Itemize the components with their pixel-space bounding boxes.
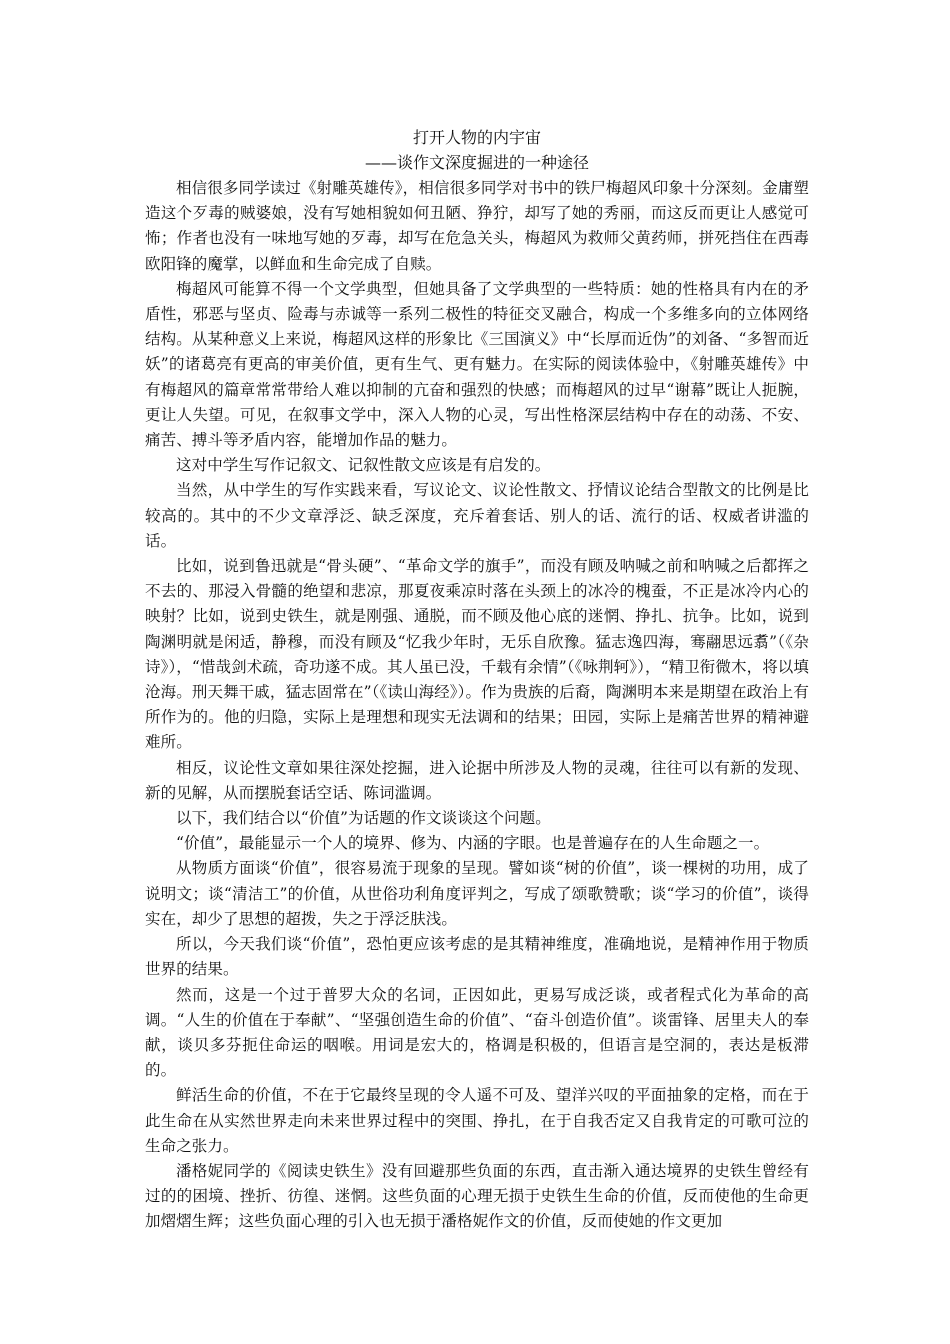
- document-subtitle: ——谈作文深度掘进的一种途径: [364, 153, 589, 172]
- document-page: [145, 126, 809, 1235]
- paragraph: 以下，我们结合以“价值”为话题的作文谈谈这个问题。: [176, 809, 551, 828]
- paragraph: 比如，说到鲁迅就是“骨头硬”、“革命文学的旗手”，而没有顾及呐喊之前和呐喊之后都挥之不去的、那浸入骨髓的绝望和悲凉，那夏夜乘凉时落在头颈上的冰冷的槐蚕，不正是冰冷内心的映射？比如，说到史铁生，就是刚强、通脱，而不顾及他心底的迷惘、挣扎、抗争。比如，说到陶渊明就是闲适，静穆，而没有顾及“忆我少年时，无乐自欣豫。猛志逸四海，骞翮思远翥”（《杂诗》），“惜哉剑术疏，奇功遂不成。其人虽已没，千载有余情”（《咏荆轲》），“精卫衔微木，将以填沧海。刑天舞干戚，猛志固常在”（《读山海经》）。作为贵族的后裔，陶渊明本来是期望在政治上有所作为的。他的归隐，实际上是理想和现实无法调和的结果；田园，实际上是痛苦世界的精神避难所。: [145, 557, 809, 752]
- document-title: 打开人物的内宇宙: [412, 128, 541, 147]
- paragraph: 当然，从中学生的写作实践来看，写议论文、议论性散文、抒情议论结合型散文的比例是比较高的。其中的不少文章浮泛、缺乏深度，充斥着套话、别人的话、流行的话、权威者讲滥的话。: [145, 481, 809, 550]
- paragraph: 然而，这是一个过于普罗大众的名词，正因如此，更易写成泛谈，或者程式化为革命的高调。“人生的价值在于奉献”、“坚强创造生命的价值”、“奋斗创造价值”。谈雷锋、居里夫人的奉献，谈贝多芬扼住命运的咽喉。用词是宏大的，格调是积极的，但语言是空洞的，表达是板滞的。: [145, 985, 809, 1080]
- paragraph: 所以，今天我们谈“价值”，恐怕更应该考虑的是其精神维度，准确地说，是精神作用于物质世界的结果。: [145, 935, 809, 979]
- paragraph: 从物质方面谈“价值”，很容易流于现象的呈现。譬如谈“树的价值”，谈一棵树的功用，成了说明文；谈“清洁工”的价值，从世俗功利角度评判之，写成了颂歌赞歌；谈“学习的价值”，谈得实在，却少了思想的超拨，失之于浮泛肤浅。: [145, 859, 809, 928]
- paragraph: 鲜活生命的价值，不在于它最终呈现的令人遥不可及、望洋兴叹的平面抽象的定格，而在于此生命在从实然世界走向未来世界过程中的突围、挣扎，在于自我否定又自我肯定的可歌可泣的生命之张力。: [145, 1086, 809, 1155]
- paragraph: 梅超风可能算不得一个文学典型，但她具备了文学典型的一些特质：她的性格具有内在的矛盾性，邪恶与坚贞、险毒与赤诚等一系列二极性的特征交叉融合，构成一个多维多向的立体网络结构。从某种意义上来说，梅超风这样的形象比《三国演义》中“长厚而近伪”的刘备、“多智而近妖”的诸葛亮有更高的审美价值，更有生气、更有魅力。在实际的阅读体验中，《射雕英雄传》中有梅超风的篇章常常带给人难以抑制的亢奋和强烈的快感；而梅超风的过早“谢幕”既让人扼腕，更让人失望。可见，在叙事文学中，深入人物的心灵，写出性格深层结构中存在的动荡、不安、痛苦、搏斗等矛盾内容，能增加作品的魅力。: [145, 279, 809, 450]
- paragraph: 这对中学生写作记叙文、记叙性散文应该是有启发的。: [176, 456, 551, 475]
- paragraph: 相信很多同学读过《射雕英雄传》，相信很多同学对书中的铁尸梅超风印象十分深刻。金庸塑造这个歹毒的贼婆娘，没有写她相貌如何丑陋、狰狞，却写了她的秀丽，而这反而更让人感觉可怖；作者也没有一味地写她的歹毒，却写在危急关头，梅超风为救师父黄药师，拼死挡住在西毒欧阳锋的魔掌，以鲜血和生命完成了自赎。: [145, 179, 809, 273]
- paragraph: 相反，议论性文章如果往深处挖掘，进入论据中所涉及人物的灵魂，往往可以有新的发现、新的见解，从而摆脱套话空话、陈词滥调。: [145, 758, 809, 802]
- paragraph: 潘格妮同学的《阅读史铁生》没有回避那些负面的东西，直击渐入通达境界的史铁生曾经有过的的困境、挫折、彷徨、迷惘。这些负面的心理无损于史铁生生命的价值，反而使他的生命更加熠熠生辉；这些负面心理的引入也无损于潘格妮作文的价值，反而使她的作文更加: [145, 1161, 809, 1231]
- paragraph: “价值”，最能显示一个人的境界、修为、内涵的字眼。也是普遍存在的人生命题之一。: [176, 834, 770, 853]
